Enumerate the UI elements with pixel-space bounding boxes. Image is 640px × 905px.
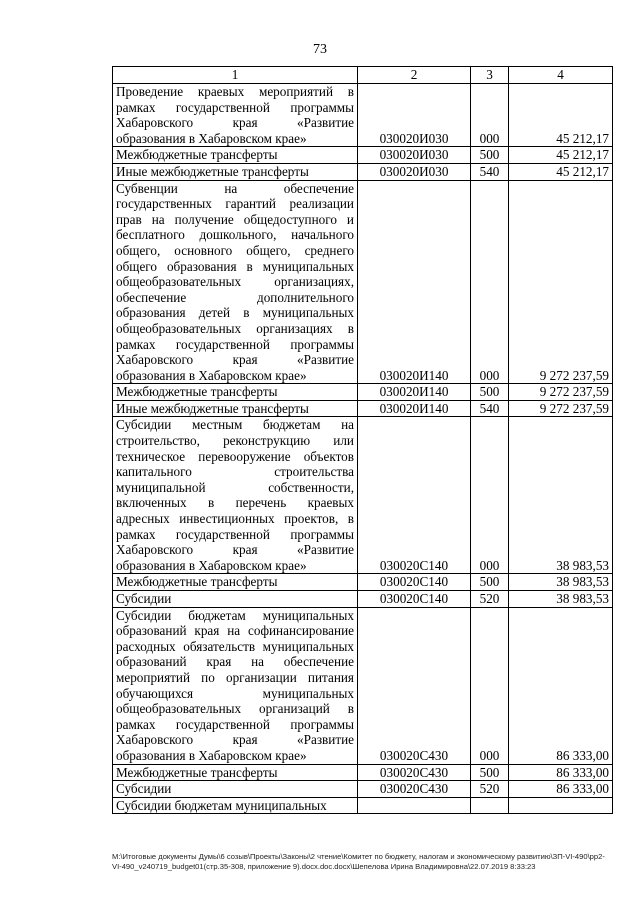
target-code: 030020С140 xyxy=(358,574,471,591)
table-row xyxy=(113,574,613,591)
expense-name: Межбюджетные трансферты xyxy=(113,574,358,591)
amount: 45 212,17 xyxy=(509,163,613,180)
table-row xyxy=(113,591,613,608)
column-header: 1 xyxy=(113,67,358,84)
target-code: 030020С140 xyxy=(358,417,471,574)
expense-type: 500 xyxy=(471,147,509,164)
amount: 9 272 237,59 xyxy=(509,400,613,417)
column-header: 4 xyxy=(509,67,613,84)
expense-type: 000 xyxy=(471,180,509,384)
target-code: 030020С430 xyxy=(358,764,471,781)
expense-name: Проведение краевых мероприятий в рамках государственной программы Хабаровского края «Развитие образования в Хабаровском крае» xyxy=(113,84,358,147)
expense-type: 520 xyxy=(471,591,509,608)
budget-table xyxy=(112,66,613,814)
expense-name: Субсидии xyxy=(113,591,358,608)
amount: 86 333,00 xyxy=(509,781,613,798)
expense-name: Межбюджетные трансферты xyxy=(113,384,358,401)
amount: 86 333,00 xyxy=(509,607,613,764)
amount: 45 212,17 xyxy=(509,84,613,147)
page-number: 73 xyxy=(313,42,327,57)
target-code: 030020С140 xyxy=(358,591,471,608)
expense-type: 540 xyxy=(471,400,509,417)
target-code: 030020С430 xyxy=(358,781,471,798)
expense-name: Субвенции на обеспечение государственных гарантий реализации прав на получение общедоступного и бесплатного дошкольного, начального общего, основного общего, среднего общего образования в муниципальных общеобразовательных организациях, обеспечение дополнительного образования детей в муниципальных общеобразовательных организациях в рамках государственной программы Хабаровского края «Развитие образования в Хабаровском крае» xyxy=(113,180,358,384)
amount: 38 983,53 xyxy=(509,417,613,574)
table-row xyxy=(113,384,613,401)
amount: 38 983,53 xyxy=(509,591,613,608)
amount: 38 983,53 xyxy=(509,574,613,591)
expense-name: Субсидии бюджетам муниципальных xyxy=(113,797,358,814)
table-row xyxy=(113,417,613,574)
expense-type: 000 xyxy=(471,607,509,764)
expense-type: 500 xyxy=(471,764,509,781)
expense-type: 000 xyxy=(471,417,509,574)
table-row xyxy=(113,400,613,417)
target-code xyxy=(358,797,471,814)
expense-name: Иные межбюджетные трансферты xyxy=(113,400,358,417)
expense-name: Субсидии местным бюджетам на строительство, реконструкцию или техническое перевооружение объектов капитального строительства муниципальной собственности, включенных в перечень краевых адресных инвестиционных проектов, в рамках государственной программы Хабаровского края «Развитие образования в Хабаровском крае» xyxy=(113,417,358,574)
target-code: 030020С430 xyxy=(358,607,471,764)
table-row xyxy=(113,180,613,384)
document-path-footer: M:\Итоговые документы Думы\6 созыв\Проекты\Законы\2 чтение\Комитет по бюджету, налогам и экономическому развитию\ЗП-VI-490\рр2-VI-490_v240719_budget01(стр.35-308, приложение 9).docx.doc.docx\Шепелова Ирина Владимировна\22.07.2019 8:33:23 xyxy=(112,852,605,871)
column-header: 3 xyxy=(471,67,509,84)
expense-type: 000 xyxy=(471,84,509,147)
table-row xyxy=(113,84,613,147)
table-row xyxy=(113,163,613,180)
target-code: 030020И030 xyxy=(358,84,471,147)
expense-type xyxy=(471,797,509,814)
column-header: 2 xyxy=(358,67,471,84)
expense-type: 500 xyxy=(471,384,509,401)
target-code: 030020И140 xyxy=(358,400,471,417)
target-code: 030020И030 xyxy=(358,163,471,180)
expense-name: Субсидии бюджетам муниципальных образований края на софинансирование расходных обязательств муниципальных образований края на обеспечение мероприятий по организации питания обучающихся муниципальных общеобразовательных организаций в рамках государственной программы Хабаровского края «Развитие образования в Хабаровском крае» xyxy=(113,607,358,764)
amount: 45 212,17 xyxy=(509,147,613,164)
expense-name: Субсидии xyxy=(113,781,358,798)
amount: 9 272 237,59 xyxy=(509,384,613,401)
expense-name: Межбюджетные трансферты xyxy=(113,764,358,781)
table-row xyxy=(113,147,613,164)
target-code: 030020И140 xyxy=(358,180,471,384)
target-code: 030020И030 xyxy=(358,147,471,164)
target-code: 030020И140 xyxy=(358,384,471,401)
table-row xyxy=(113,607,613,764)
amount: 86 333,00 xyxy=(509,764,613,781)
expense-name: Межбюджетные трансферты xyxy=(113,147,358,164)
expense-name: Иные межбюджетные трансферты xyxy=(113,163,358,180)
table-header-row xyxy=(113,67,613,84)
amount: 9 272 237,59 xyxy=(509,180,613,384)
expense-type: 540 xyxy=(471,163,509,180)
amount xyxy=(509,797,613,814)
expense-type: 520 xyxy=(471,781,509,798)
expense-type: 500 xyxy=(471,574,509,591)
table-row xyxy=(113,764,613,781)
table-row xyxy=(113,797,613,814)
table-row xyxy=(113,781,613,798)
